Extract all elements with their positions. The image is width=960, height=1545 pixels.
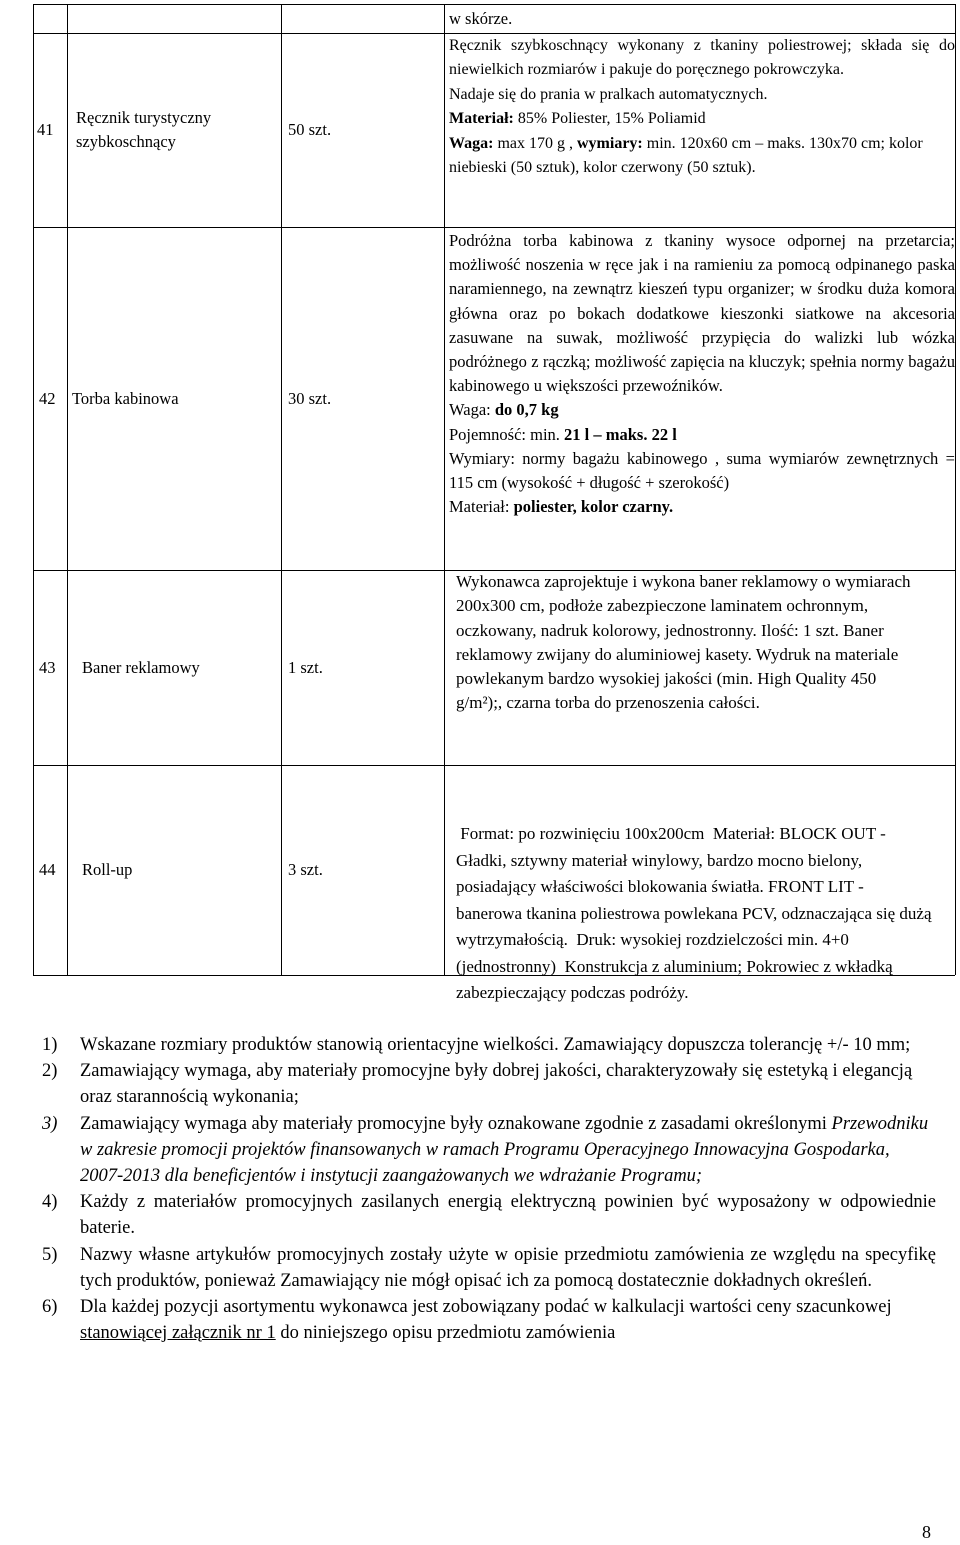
note-item <box>42 1242 936 1294</box>
note-text-italic: Przewodniku w zakresie promocji projektów finansowanych w ramach Programu Operacyjnego Innowacyjna Gospodarka, 2007-2013 dla beneficjentów i instytucji zaangażowanych we wdrażanie Programu; <box>80 1113 929 1187</box>
description-text: Format: po rozwinięciu 100x200cm Materiał: BLOCK OUT - Gładki, sztywny materiał winylowy, bardzo mocno bielony, posiadający właściwości blokowania światła. FRONT LIT - banerowa tkanina poliestrowa powlekana PCV, odznaczająca się dużą wytrzymałością. Druk: wysokiej rozdzielczości min. 4+0 (jednostronny) Konstrukcja z aluminium; Pokrowiec z wkładką zabezpieczający podczas podróży. <box>456 824 936 1002</box>
item-qty-text: 1 szt. <box>288 657 323 677</box>
row-number <box>33 570 73 765</box>
row-number-text: 44 <box>39 860 56 879</box>
item-name <box>68 765 294 975</box>
note-label: 5) <box>42 1244 58 1265</box>
note-text: Nazwy własne artykułów promocyjnych zostały użyte w opisie przedmiotu zamówienia ze względu na specyfikę tych produktów, ponieważ Zamawiający nie mógł opisać ich za pomocą dostatecznie dokładnych określeń. <box>80 1244 936 1291</box>
note-text: Dla każdej pozycji asortymentu wykonawca jest zobowiązany podać w kalkulacji wartości ceny szacunkowej <box>80 1297 892 1318</box>
row-number <box>33 765 73 975</box>
item-description <box>456 768 934 1060</box>
note-item <box>42 1058 936 1110</box>
material-line <box>449 495 955 519</box>
note-label: 3) <box>42 1113 58 1134</box>
note-text-underlined: stanowiącej załącznik nr 1 <box>80 1323 276 1344</box>
row-number-text: 43 <box>39 657 56 677</box>
weight-value: do 0,7 kg <box>494 400 559 420</box>
row-number-text: 42 <box>39 388 56 408</box>
item-name-text: Baner reklamowy <box>82 657 200 677</box>
weight-label: Waga: <box>449 400 491 420</box>
note-text: Zamawiający wymaga, aby materiały promocyjne były dobrej jakości, charakteryzowały się estetyką i elegancją oraz starannością wykonania; <box>80 1061 913 1108</box>
row-border <box>33 4 955 5</box>
item-qty <box>282 570 448 765</box>
item-name-text: Ręcznik turystyczny szybkoschnący <box>76 108 212 151</box>
note-text: Każdy z materiałów promocyjnych zasilanych energią elektryczną powinien być wyposażony w odpowiednie baterie. <box>80 1192 936 1239</box>
row-number <box>33 33 71 227</box>
col-border <box>955 4 956 975</box>
dimensions-value: min. 120x60 cm – maks. 130x70 cm; kolor niebieski (50 sztuk), kolor czerwony (50 sztuk). <box>449 134 923 177</box>
capacity-max: 22 l <box>651 424 677 444</box>
item-qty <box>282 765 448 975</box>
material-value: 85% Poliester, 15% Poliamid <box>517 110 706 128</box>
item-name <box>68 227 284 570</box>
item-description <box>456 570 926 716</box>
material-label: Materiał: <box>449 110 514 128</box>
weight-label: Waga: <box>449 134 494 152</box>
note-text: Wskazane rozmiary produktów stanowią orientacyjne wielkości. Zamawiający dopuszcza tolerancję +/- 10 mm; <box>80 1035 911 1055</box>
description-text: Wykonawca zaprojektuje i wykona baner reklamowy o wymiarach 200x300 cm, podłoże zabezpieczone laminatem ochronnym, oczkowany, nadruk kolorowy, jednostronny. Ilość: 1 szt. Baner reklamowy zwijany do aluminiowej kasety. Wydruk na materiale powlekanym bardzo wysokiej jakości (min. High Quality 450 g/m²);, czarna torba do przenoszenia całości. <box>456 572 911 713</box>
note-item <box>42 1189 936 1241</box>
note-item <box>42 1294 936 1346</box>
note-label: 1) <box>42 1035 58 1055</box>
material-value: poliester, kolor czarny. <box>513 497 674 517</box>
item-description <box>449 229 955 519</box>
description-text: w skórze. <box>449 9 513 28</box>
item-qty-text: 3 szt. <box>288 860 323 879</box>
note-item <box>42 1032 936 1058</box>
note-text: do niniejszego opisu przedmiotu zamówienia <box>275 1323 616 1344</box>
weight-line <box>449 398 955 422</box>
weight-value: max 170 g , <box>497 134 573 152</box>
capacity-label: Pojemność: min. <box>449 424 560 444</box>
item-qty <box>282 227 448 570</box>
item-name-text: Torba kabinowa <box>72 388 179 408</box>
material-line <box>449 107 955 131</box>
capacity-min: 21 l <box>564 424 590 444</box>
item-name <box>68 570 294 765</box>
note-label: 4) <box>42 1192 58 1213</box>
row-number-text: 41 <box>37 120 54 139</box>
note-text: Zamawiający wymaga aby materiały promocyjne były oznakowane zgodnie z zasadami określonymi <box>80 1113 832 1134</box>
description-text: Nadaje się do prania w pralkach automatycznych. <box>449 85 768 103</box>
item-name <box>68 33 276 227</box>
item-qty <box>282 33 448 227</box>
item-qty-text: 50 szt. <box>288 120 332 139</box>
note-label: 6) <box>42 1297 58 1318</box>
capacity-separator: – maks. <box>593 424 648 444</box>
note-label: 2) <box>42 1061 58 1082</box>
item-qty-text: 30 szt. <box>288 388 332 408</box>
item-description <box>449 7 955 180</box>
dimensions-label: wymiary: <box>577 134 643 152</box>
material-label: Materiał: <box>449 497 510 517</box>
notes-list <box>42 1032 936 1346</box>
capacity-line <box>449 423 955 447</box>
description-text: Podróżna torba kabinowa z tkaniny wysoce odpornej na przetarcia; możliwość noszenia w ręce jak i na ramieniu za pomocą odpinanego paska naramiennego, na zewnątrz kieszeń typu organizer; w środku duża komora główna oraz po bokach dodatkowe kieszonki siatkowe na akcesoria zasuwane na suwak, możliwość przypięcia do walizki lub wózka podróżnego z rączką; możliwość zapięcia na kluczyk; spełnia normy bagażu kabinowego u większości przewoźników. <box>449 231 955 396</box>
description-text: Ręcznik szybkoschnący wykonany z tkaniny poliestrowej; składa się do niewielkich rozmiarów i pakuje do poręcznego pokrowczyka. <box>449 37 955 79</box>
description-text <box>449 34 955 83</box>
weight-dimensions-line <box>449 132 955 181</box>
item-name-text: Roll-up <box>82 860 133 879</box>
page-number: 8 <box>922 1522 931 1542</box>
row-number <box>33 227 73 570</box>
note-item <box>42 1111 936 1190</box>
dimensions-line: Wymiary: normy bagażu kabinowego , suma wymiarów zewnętrznych = 115 cm (wysokość + długość + szerokość) <box>449 448 955 493</box>
